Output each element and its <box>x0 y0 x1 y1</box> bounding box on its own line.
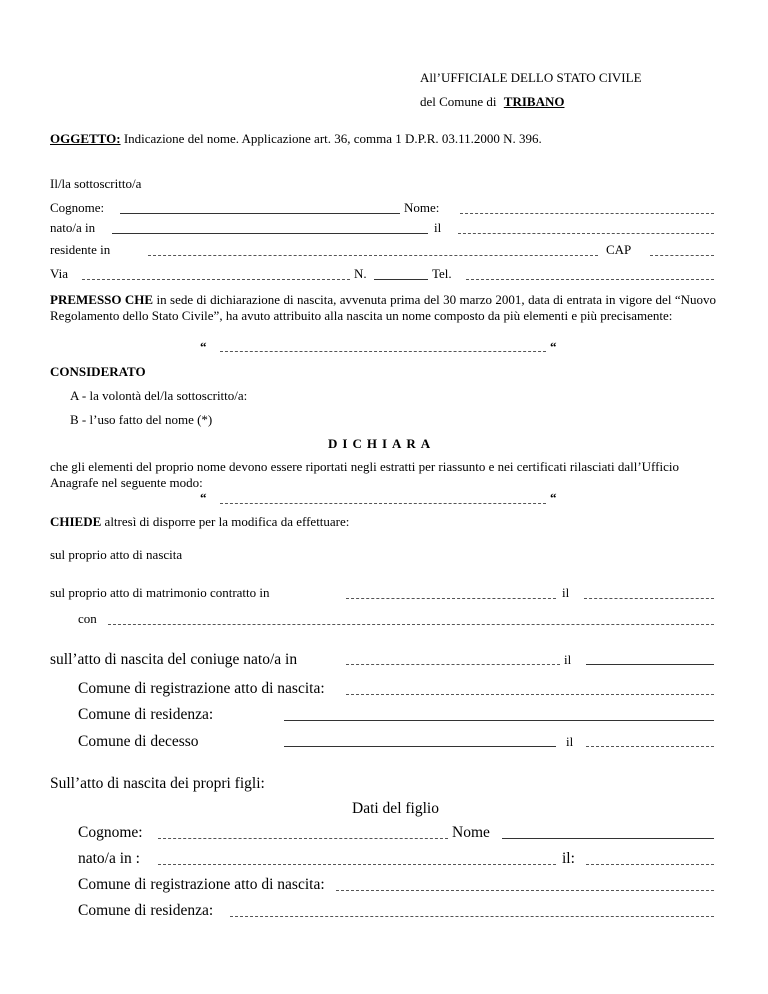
comune-prefix: del Comune di <box>420 94 497 109</box>
matrimonio-date-field[interactable] <box>584 598 714 599</box>
figlio-il-label: il: <box>562 850 575 867</box>
coniuge-registrazione-label: Comune di registrazione atto di nascita: <box>78 680 325 697</box>
figlio-residenza-label: Comune di residenza: <box>78 902 214 919</box>
considerato-label: CONSIDERATO <box>50 364 146 379</box>
considerato-a: A - la volontà del/la sottoscritto/a: <box>70 388 248 403</box>
premesso-quote-open: “ <box>200 339 207 354</box>
premesso-label: PREMESSO CHE <box>50 292 154 307</box>
dichiara-quote-close: “ <box>550 490 557 505</box>
nato-field[interactable] <box>112 233 428 234</box>
matrimonio-il-label: il <box>562 585 570 600</box>
figli-title: Sull’atto di nascita dei propri figli: <box>50 775 265 792</box>
considerato-b: B - l’uso fatto del nome (*) <box>70 412 213 427</box>
dichiara-text: che gli elementi del proprio nome devono essere riportati negli estratti per riassunto e nei certificati rilasciati dall’Ufficio Anagrafe nel seguente modo: <box>50 459 679 490</box>
matrimonio-place-field[interactable] <box>346 598 556 599</box>
nato-date-field[interactable] <box>458 233 714 234</box>
comune-name: TRIBANO <box>503 94 565 109</box>
via-field[interactable] <box>82 279 350 280</box>
coniuge-date-field[interactable] <box>586 664 714 665</box>
coniuge-decesso-field[interactable] <box>284 746 556 747</box>
residente-label: residente in <box>50 242 111 257</box>
figlio-cognome-label: Cognome: <box>78 824 143 841</box>
applicant-intro: Il/la sottoscritto/a <box>50 176 142 191</box>
coniuge-decesso-il-label: il <box>566 734 574 749</box>
atto-matrimonio-label: sul proprio atto di matrimonio contratto in <box>50 585 270 600</box>
cap-label: CAP <box>606 242 632 257</box>
tel-field[interactable] <box>466 279 714 280</box>
chiede-label: CHIEDE <box>50 514 102 529</box>
nato-label: nato/a in <box>50 220 96 235</box>
cognome-label: Cognome: <box>50 200 105 215</box>
addressee: All’UFFICIALE DELLO STATO CIVILE <box>420 70 642 85</box>
dichiara-name-field[interactable] <box>220 503 546 504</box>
n-label: N. <box>354 266 367 281</box>
coniuge-registrazione-field[interactable] <box>346 694 714 695</box>
figlio-cognome-field[interactable] <box>158 838 448 839</box>
cap-field[interactable] <box>650 255 714 256</box>
figlio-nome-field[interactable] <box>502 838 714 839</box>
coniuge-decesso-date-field[interactable] <box>586 746 714 747</box>
figlio-nato-label: nato/a in : <box>78 850 140 867</box>
coniuge-residenza-label: Comune di residenza: <box>78 706 214 723</box>
oggetto-label: OGGETTO: <box>50 131 121 146</box>
figlio-registrazione-field[interactable] <box>336 890 714 891</box>
coniuge-decesso-label: Comune di decesso <box>78 733 199 750</box>
coniuge-il-label: il <box>564 652 572 667</box>
chiede-text: altresì di disporre per la modifica da effettuare: <box>104 514 350 529</box>
premesso-paragraph <box>50 292 716 324</box>
figlio-nato-field[interactable] <box>158 864 556 865</box>
tel-label: Tel. <box>432 266 452 281</box>
oggetto-line <box>50 131 542 147</box>
nato-il-label: il <box>434 220 442 235</box>
premesso-text: in sede di dichiarazione di nascita, avvenuta prima del 30 marzo 2001, data di entrata in vigore del “Nuovo Regolamento dello Stato Civile”, ha avuto attribuito alla nascita un nome composto da più elementi e più precisamente: <box>50 292 717 323</box>
coniuge-title: sull’atto di nascita del coniuge nato/a in <box>50 651 298 668</box>
premesso-name-field[interactable] <box>220 351 546 352</box>
residente-field[interactable] <box>148 255 598 256</box>
figlio-date-field[interactable] <box>586 864 714 865</box>
atto-nascita-label: sul proprio atto di nascita <box>50 547 183 562</box>
dichiara-quote-open: “ <box>200 490 207 505</box>
coniuge-residenza-field[interactable] <box>284 720 714 721</box>
figlio-nome-label: Nome <box>452 824 490 841</box>
comune-line <box>420 94 564 110</box>
figli-subtitle: Dati del figlio <box>352 800 439 817</box>
nome-label: Nome: <box>404 200 440 215</box>
con-label: con <box>78 611 97 626</box>
via-label: Via <box>50 266 68 281</box>
coniuge-place-field[interactable] <box>346 664 560 665</box>
chiede-line <box>50 514 349 530</box>
oggetto-text: Indicazione del nome. Applicazione art. 36, comma 1 D.P.R. 03.11.2000 N. 396. <box>123 131 542 146</box>
cognome-field[interactable] <box>120 213 400 214</box>
n-field[interactable] <box>374 279 428 280</box>
nome-field[interactable] <box>460 213 714 214</box>
dichiara-label: DICHIARA <box>328 436 436 451</box>
figlio-registrazione-label: Comune di registrazione atto di nascita: <box>78 876 325 893</box>
premesso-quote-close: “ <box>550 339 557 354</box>
con-field[interactable] <box>108 624 714 625</box>
figlio-residenza-field[interactable] <box>230 916 714 917</box>
